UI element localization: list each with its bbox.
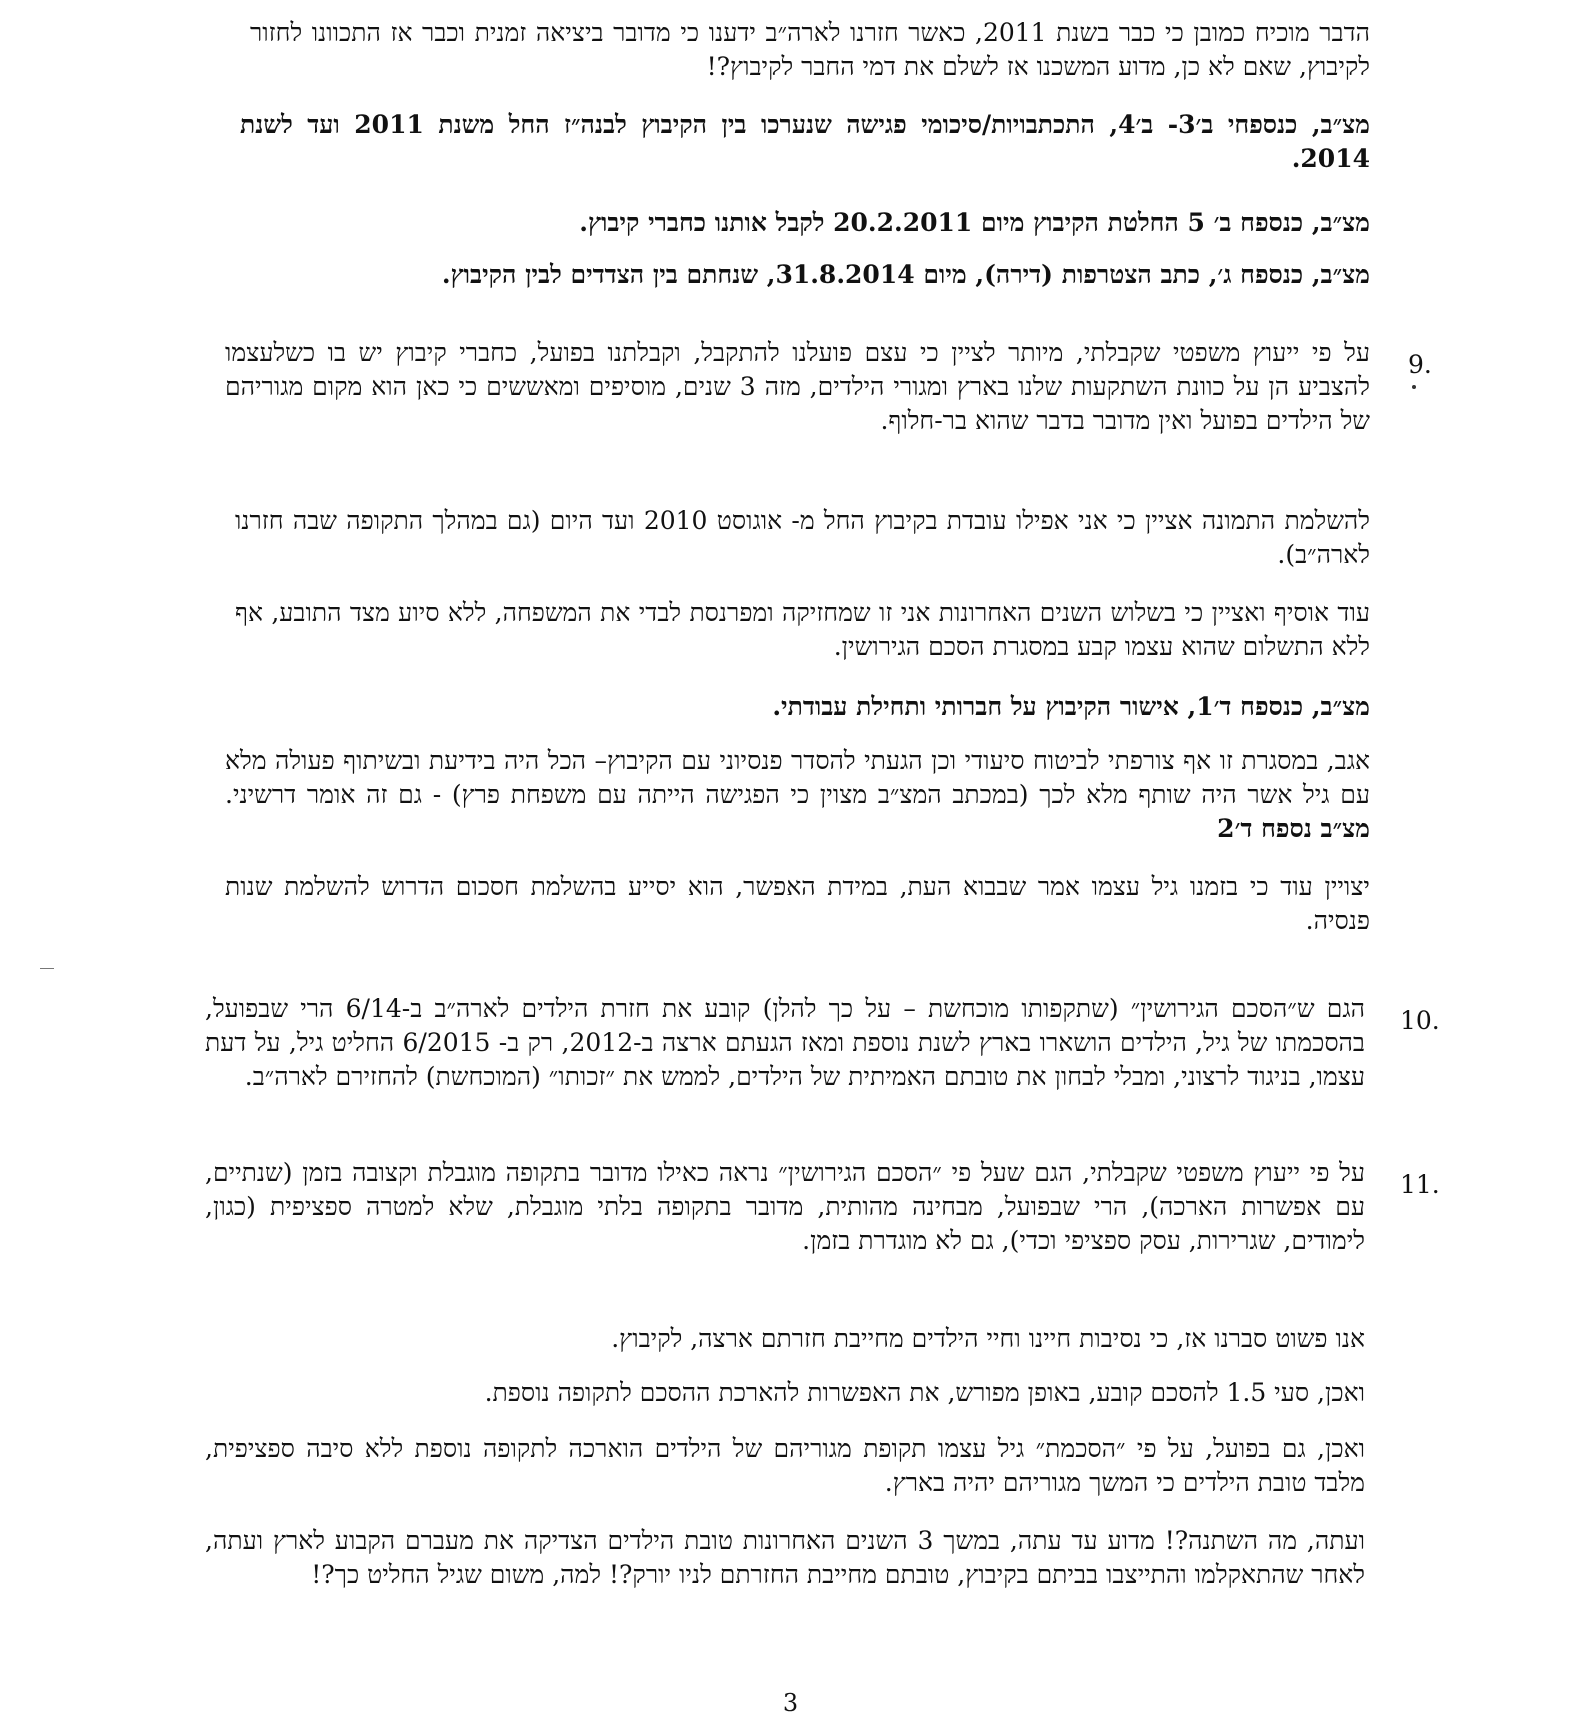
exhibit-b3-b4: מצ״ב, כנספחי ב׳3- ב׳4, התכתבויות/סיכומי פגישה שנערכו בין הקיבוץ לבנה״ז החל משנת 2011 ועד לשנת 2014. [240,110,1370,173]
paragraph-divorce-agreement: הגם ש״הסכם הגירושין״ (שתקפותו מוכחשת – על כך להלן) קובע את חזרת הילדים לארה״ב ב-6/14 הרי שבפועל, בהסכמתו של גיל, הילדים הושארו בארץ לשנת נוספת ומאז הגעתם ארצה ב-2012, רק ב- 6/2015 החליט גיל, על דעת עצמו, בניגוד לרצוני, ומבלי לבחון את טובתם האמיתית של הילדים, לממש את ״זכותו״ (המוכחשת) להחזירם לארה״ב. [205,994,1365,1091]
paragraph-pension-text: אגב, במסגרת זו אף צורפתי לביטוח סיעודי וכן הגעתי להסדר פנסיוני עם הקיבוץ– הכל היה בידיעת ובשיתוף פעולה מלא עם גיל אשר היה שותף מלא לכך (במכתב המצ״ב מצוין כי הפגישה הייתה עם משפחת פרץ) - גם זה אומר דרשיני. [225,746,1370,809]
paragraph-pension-completion: יצויין עוד כי בזמנו גיל עצמו אמר שבבוא העת, במידת האפשר, הוא יסייע בהשלמת חסכום הדרוש להשלמת שנות פנסיה. [225,872,1370,935]
section-number-9: 9. [1408,350,1432,379]
exhibit-d2: מצ״ב נספח ד׳2 [1217,814,1370,843]
paragraph-kibbutz-membership: על פי ייעוץ משפטי שקבלתי, מיותר לציין כי עצם פועלנו להתקבל, וקבלתנו בפועל, כחברי קיבוץ יש בו כשלעצמו להצביע הן על כוונת השתקעות שלנו בארץ ומגורי הילדים, מזה 3 שנים, מוסיפים ומאששים כי כאן הוא מקום מגוריהם של הילדים בפועל ואין מדובר בדבר שהוא בר-חלוף. [225,338,1370,435]
paragraph-what-changed: ועתה, מה השתנה?! מדוע עד עתה, במשך 3 השנים האחרונות טובת הילדים הצדיקה את מעברם הקבוע לארץ ועתה, לאחר שהתאקלמו והתייצבו בביתם בקיבוץ, טובתם מחייבת החזרתם לניו יורק?! למה, משום שגיל החליט כך?! [205,1526,1366,1589]
paragraph-clause-1-5: ואכן, סעי 1.5 להסכם קובע, באופן מפורש, את האפשרות להארכת ההסכם לתקופה נוספת. [484,1378,1365,1407]
paragraph-return-to-kibbutz: אנו פשוט סברנו אז, כי נסיבות חיינו וחיי הילדים מחייבת חזרתם ארצה, לקיבוץ. [611,1324,1365,1353]
scan-speck [1412,385,1416,389]
margin-mark [40,968,54,969]
paragraph-payments-2011: הדבר מוכיח כמובן כי כבר בשנת 2011, כאשר חזרנו לארה״ב ידענו כי מדובר ביציאה זמנית וכבר אז התכוונו לחזור לקיבוץ, שאם לא כן, מדוע המשכנו אז לשלם את דמי החבר לקיבוץ?! [250,18,1370,81]
section-number-10: 10. [1400,1006,1440,1035]
paragraph-pension-arrangement [225,744,1370,846]
paragraph-work-at-kibbutz: להשלמת התמונה אציין כי אני אפילו עובדת בקיבוץ החל מ- אוגוסט 2010 ועד היום (גם במהלך התקופה שבה חזרנו לארה״ב). [235,506,1370,569]
paragraph-supporting-family: עוד אוסיף ואציין כי בשלוש השנים האחרונות אני זו שמחזיקה ומפרנסת לבדי את המשפחה, ללא סיוע מצד התובע, אף ללא התשלום שהוא עצמו קבע במסגרת הסכם הגירושין. [235,598,1370,661]
exhibit-c: מצ״ב, כנספח ג׳, כתב הצטרפות (דירה), מיום 31.8.2014, שנחתם בין הצדדים לבין הקיבוץ. [441,260,1370,289]
page-number: 3 [782,1689,799,1717]
paragraph-extension-consent: ואכן, גם בפועל, על פי ״הסכמת״ גיל עצמו תקופת מגוריהם של הילדים הוארכה לתקופה נוספת ללא סיבה ספציפית, מלבד טובת הילדים כי המשך מגוריהם יהיה בארץ. [205,1434,1365,1497]
section-number-11: 11. [1400,1170,1440,1199]
exhibit-d1: מצ״ב, כנספח ד׳1, אישור הקיבוץ על חברותי ותחילת עבודתי. [772,692,1370,721]
exhibit-b5: מצ״ב, כנספח ב׳ 5 החלטת הקיבוץ מיום 20.2.2011 לקבל אותנו כחברי קיבוץ. [579,208,1370,237]
paragraph-indefinite-period: על פי ייעוץ משפטי שקבלתי, הגם שעל פי ״הסכם הגירושין״ נראה כאילו מדובר בתקופה מוגבלת וקצובה בזמן (שנתיים, עם אפשרות הארכה), הרי שבפועל, מבחינה מהותית, מדובר בתקופה בלתי מוגבלת, שלא למטרה ספציפית (כגון, לימודים, שגרירות, עסק ספציפי וכדי), גם לא מוגדרת בזמן. [205,1158,1366,1255]
